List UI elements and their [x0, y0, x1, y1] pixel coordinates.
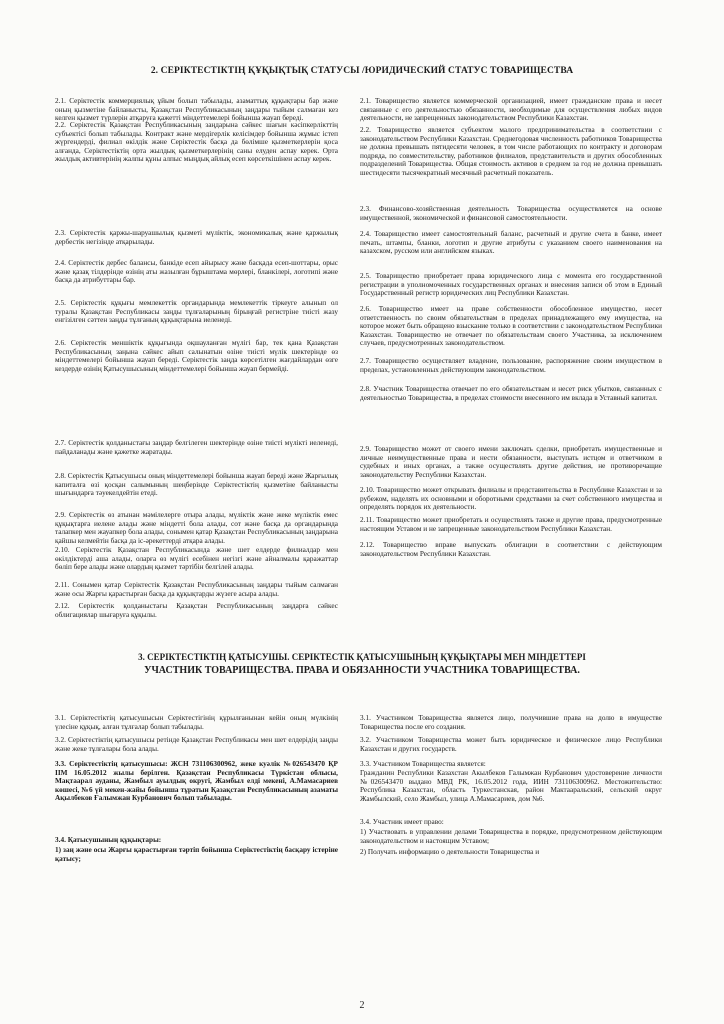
clause-kz-2-9: 2.9. Серіктестік өз атынан мәмілелерге отыра алады, мүліктік және жеке мүліктік емес құқықтарға иелене алады және міндетті бола алады, сот және басқа да органдарында талапкер мен жауапкер бола алады, сонымен қатар Қазақстан Республикасының заңдарына қайшы келмейтін басқа да іс-әрекеттерді атқара алады.	[55, 511, 338, 545]
clause-kz-2-1: 2.1. Серіктестік коммерциялық ұйым болып табылады, азаматтық құқықтары бар және оның қызметіне байланысты, Қазақстан Республикасының заңдары тыйым салмаған кез келген қызмет түрлерін атқаруға қажетті міндеттемелері бойынша жауап береді.	[55, 97, 338, 123]
clause-ru-3-6: 1) Участвовать в управлении делами Товарищества в порядке, предусмотренном действующим законодательством и настоящим Уставом;	[360, 828, 662, 845]
clause-ru-2-12: 2.12. Товарищество вправе выпускать облигации в соответствии с действующим законодательством Республики Казахстан.	[360, 541, 662, 558]
clause-kz-2-5: 2.5. Серіктестік құқығы мемлекеттік органдарында мемлекеттік тіркеуге алынып ол туралы Қазақстан Республикасы заңды тұлғаларының бірыңғай регистріне тиісті жазу енгізілген сәттен заңды тұлғаның құқықтарына иеленеді.	[55, 299, 338, 325]
clause-kz-2-10: 2.10. Серіктестік Қазақстан Республикасында және шет елдерде филиалдар мен өкілдіктерді аша алады, оларға өз мүлігі есебінен негізгі және айналмалы қаражаттар бөліп бере алады және олардың қызмет тәртібін белгілей алады.	[55, 546, 338, 572]
clause-ru-2-7: 2.7. Товарищество осуществляет владение, пользование, распоряжение своим имуществом в пределах, установленных действующим законодательством.	[360, 357, 662, 374]
clause-ru-2-9: 2.9. Товарищество может от своего имени заключать сделки, приобретать имущественные и личные неимущественные права и нести обязанности, выступать истцом и ответчиком в судебных и иных органах, а также осуществлять другие действия, не противоречащие законодательству Республики Казахстан.	[360, 445, 662, 479]
clause-kz-2-7: 2.7. Серіктестік қолданыстағы заңдар белгілеген шектерінде өзіне тиісті мүлікті иеленеді, пайдаланады және қажетке жаратады.	[55, 439, 338, 456]
clause-kz-3-4: 3.4. Қатысушының құқықтары:	[55, 836, 162, 844]
clause-kz-2-2: 2.2. Серіктестік Қазақстан Республикасының заңдарына сәйкес шағын кәсіпкерлікттің субъектісі болып табылады. Контракт және мердігерлік келісімдер бойынша жұмыс істеп жүргендерді, филиал өкілдік және Серіктестік басқа да бөлімше қызметкерлерін қоса алғанда, Серіктестіктің орта жылдық қызметкерлерінің саны елуден аспау керек. Орта жылдық активтерінің жалпы құны алпыс мыңдық айлық есеп көрсеткішінен аспау керек.	[55, 121, 338, 164]
clause-ru-2-2: 2.2. Товарищество является субъектом малого предпринимательства в соответствии с законодательством Республики Казахстан. Среднегодовая численность работников Товарищества не должна превышать пятидесяти человек, в том числе работающих по контракту и договорам подряда, по совместительству, работников филиалов, представительств и других обособленных подразделений Товарищества. Общая стоимость активов в среднем за год не должна превышать шестидесяти тысячекратный месячный расчетный показатель.	[360, 126, 662, 177]
clause-ru-2-10: 2.10. Товарищество может открывать филиалы и представительства в Республике Казахстан и за рубежом, наделять их основными и оборотными средствами за счет собственного имущества и определять порядок их деятельности.	[360, 486, 662, 512]
section-2-heading: 2. СЕРІКТЕСТІКТІҢ ҚҰҚЫҚТЫҚ СТАТУСЫ /ЮРИДИЧЕСКИЙ СТАТУС ТОВАРИЩЕСТВА	[150, 66, 574, 76]
section-3-heading-russian: УЧАСТНИК ТОВАРИЩЕСТВА. ПРАВА И ОБЯЗАННОСТИ УЧАСТНИКА ТОВАРИЩЕСТВА.	[144, 665, 580, 676]
clause-kz-2-8: 2.8. Серіктестік Қатысушысы оның міндеттемелері бойынша жауап береді және Жарғылық капиталға өзі қосқан салымының шеңберінде Серіктестіктің қызметіне байланысты шығындарға тәуекелдейтін етеді.	[55, 472, 338, 498]
clause-kz-2-3: 2.3. Серіктестік қаржы-шаруашылық қызметі мүліктік, экономикалық және қаржылық дербестік негізінде атқарылады.	[55, 229, 338, 246]
clause-kz-3-3: 3.3. Серіктестіктің қатысушысы: ЖСН 731106300962, жеке куәлік №026543470 ҚР ІІМ 16.05.2012 жылы берілген. Қазақстан Республикасы Түркістан облысы, Мақтаарал ауданы, Жамбыл ауылдық округі, Жамбыл елді мекені, А.Мамасариев көшесі, №6 үй мекен-жайы бойынша тұратын Қазақстан Республикасының азаматы Ақылбеков Ғалымжан Курбанович болып табылады.	[55, 760, 338, 803]
clause-ru-2-6: 2.6. Товарищество имеет на праве собственности обособленное имущество, несет ответственность по своим обязательствам в пределах принадлежащего ему имущества, на которое может быть обращено взыскание только в соответствии с законодательством Республики Казахстан. Товарищество не отвечает по обязательствам своего Участника, за исключением случаев, предусмотренных законодательством.	[360, 305, 662, 348]
clause-ru-3-3: 3.3. Участником Товарищества является:	[360, 760, 486, 768]
clause-ru-2-5: 2.5. Товарищество приобретает права юридического лица с момента его государственной регистрации в уполномоченных государственных органах и внесения записи об этом в Единый Государственный регистр юридических лиц Республики Казахстан.	[360, 272, 662, 298]
clause-kz-2-12: 2.12. Серіктестік қолданыстағы Қазақстан Республикасының заңдарға сәйкес облигациялар шығаруға құқылы.	[55, 602, 338, 619]
section-3-heading-kazakh: 3. СЕРІКТЕСТІКТІҢ ҚАТЫСУШЫ. СЕРІКТЕСТІК ҚАТЫСУШЫНЫҢ ҚҰҚЫҚТАРЫ МЕН МІНДЕТТЕРІ	[138, 652, 586, 662]
clause-ru-3-2: 3.2. Участником Товарищества может быть юридическое и физическое лицо Республики Казахстан и других государств.	[360, 736, 662, 753]
clause-ru-3-4: Гражданин Республики Казахстан Акылбеков Галымжан Курбанович удостоверение личности №026543470 выдано МВД РК, 16.05.2012 года, ИИН 731106300962. Местожительство: Республика Казахстан, область Туркестанская, район Мактааральский, сельский округ Жамбылский, село Жамбыл, улица А.Мамасариев, дом №6.	[360, 769, 662, 803]
clause-kz-2-6: 2.6. Серіктестік меншіктік құқығында оқшауланған мүлігі бар, тек қана Қазақстан Республикасының заңына сәйкес айып салынатын өзіне тиісті мүлік шектерінде өз міндеттемелері бойынша жауап береді. Серіктестік заңда көрсетілген жағдайлардан өзге кездерде өзінің Қатысушысының міндеттемелері бойынша жауап бермейді.	[55, 339, 338, 373]
clause-kz-3-2: 3.2. Серіктестіктің қатысушысы ретінде Қазақстан Республикасы мен шет елдерідің заңды және жеке тұлғалары бола алады.	[55, 736, 338, 753]
clause-kz-2-11: 2.11. Сонымен қатар Серіктестік Қазақстан Республикасының заңдары тыйым салмаған және осы Жарғы қарастырған басқа да құқықтарды жүзеге асыра алады.	[55, 581, 338, 598]
clause-ru-2-4: 2.4. Товарищество имеет самостоятельный баланс, расчетный и другие счета в банке, имеет печать, штампы, бланки, логотип и другие атрибуты с указанием своего наименования на казахском, русском или английском языках.	[360, 230, 662, 256]
clause-kz-3-1: 3.1. Серіктестіктің қатысушысын Серіктестігінің құрылғанынан кейін оның мүлкінің үлесіне құқық, алған тұлғалар болып табылады.	[55, 714, 338, 731]
clause-kz-3-5: 1) заң және осы Жарғы қарастырған тәртіп бойынша Серіктестіктің басқару істеріне қатысу;	[55, 846, 338, 863]
clause-ru-2-1: 2.1. Товарищество является коммерческой организацией, имеет гражданские права и несет связанные с его деятельностью обязанности, необходимые для осуществления любых видов деятельности, не запрещенных законодательством Республики Казахстан.	[360, 97, 662, 123]
clause-ru-2-3: 2.3. Финансово-хозяйственная деятельность Товарищества осуществляется на основе имущественной, экономической и финансовой самостоятельности.	[360, 205, 662, 222]
page-number: 2	[359, 1000, 365, 1011]
clause-ru-3-5: 3.4. Участник имеет право:	[360, 818, 444, 826]
clause-ru-2-11: 2.11. Товарищество может приобретать и осуществлять также и другие права, предусмотренные настоящим Уставом и не запрещенные законодательством Республики Казахстан.	[360, 516, 662, 533]
clause-ru-3-7: 2) Получать информацию о деятельности Товарищества и	[360, 848, 540, 856]
clause-kz-2-4: 2.4. Серіктестік дербес балансы, банкіде есеп айырысу және басқада есеп-шоттары, орыс және қазақ тілдерінде өзінің аты жазылған бұрыштама мөрлері, бланкілері, логотипі және басқа да атрибуттары бар.	[55, 259, 338, 285]
clause-ru-3-1: 3.1. Участником Товарищества является лицо, получившие права на долю в имуществе Товарищества после его создания.	[360, 714, 662, 731]
clause-ru-2-8: 2.8. Участник Товарищества отвечает по его обязательствам и несет риск убытков, связанных с деятельностью Товарищества, в пределах стоимости внесенного им вклада в Уставный капитал.	[360, 385, 662, 402]
